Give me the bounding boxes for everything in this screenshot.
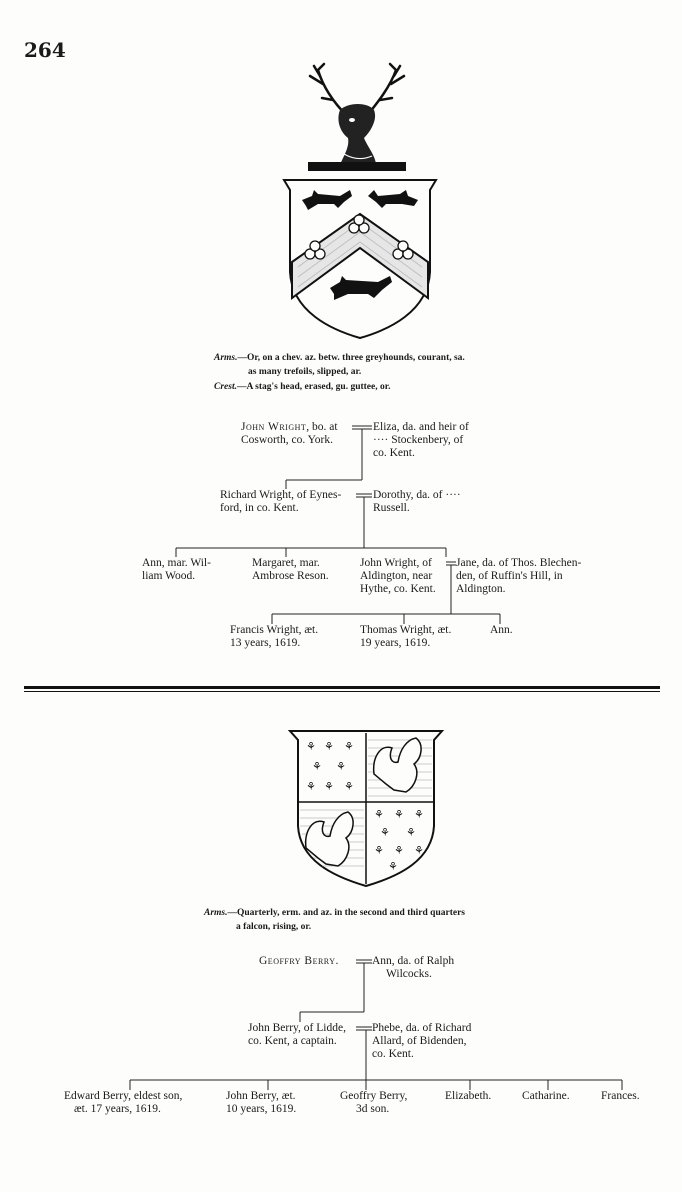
berry-arms-caption: Arms.—Quarterly, erm. and az. in the second and third quarters	[204, 908, 465, 918]
berry-arms-caption-cont: a falcon, rising, or.	[236, 922, 312, 932]
svg-text:⚘: ⚘	[380, 826, 390, 839]
section-divider-thick	[24, 686, 660, 689]
svg-text:⚘: ⚘	[306, 740, 316, 753]
phebe-entry-l2: Allard, of Bidenden,	[372, 1035, 467, 1047]
john-wright-entry: John Wright, bo. at	[241, 421, 338, 433]
svg-text:⚘: ⚘	[344, 780, 354, 793]
dorothy-entry-l2: Russell.	[373, 502, 410, 514]
john2-wright-entry-l2: Aldington, near	[360, 570, 433, 582]
phebe-entry-l3: co. Kent.	[372, 1048, 414, 1060]
edward-berry-entry-l2: æt. 17 years, 1619.	[74, 1103, 161, 1115]
margaret-entry-l2: Ambrose Reson.	[252, 570, 329, 582]
svg-text:⚘: ⚘	[324, 740, 334, 753]
john2-wright-entry-l3: Hythe, co. Kent.	[360, 583, 436, 595]
ann-wright-entry-l1: Ann, mar. Wil-	[142, 557, 211, 569]
section-divider-thin	[24, 691, 660, 692]
ann2-wright-entry: Ann.	[490, 624, 513, 636]
elizabeth-berry-entry: Elizabeth.	[445, 1090, 492, 1102]
jane-entry-l1: Jane, da. of Thos. Blechen-	[456, 557, 582, 569]
richard-wright-entry-l1: Richard Wright, of Eynes-	[220, 489, 342, 501]
frances-berry-entry: Frances.	[601, 1090, 640, 1102]
geoffry-berry-entry: Geoffry Berry.	[259, 955, 339, 967]
francis-wright-entry-l2: 13 years, 1619.	[230, 637, 301, 649]
svg-text:⚘: ⚘	[414, 844, 424, 857]
richard-wright-entry-l2: ford, in co. Kent.	[220, 502, 299, 514]
wright-arms-caption: Arms.—Or, on a chev. az. betw. three greyhounds, courant, sa.	[214, 353, 465, 363]
geoffry2-berry-entry-l2: 3d son.	[356, 1103, 390, 1115]
svg-text:⚘: ⚘	[306, 780, 316, 793]
dorothy-entry-l1: Dorothy, da. of ····	[373, 489, 461, 501]
page-number: 264	[24, 38, 66, 62]
eliza-entry-l1: Eliza, da. and heir of	[373, 421, 469, 433]
ann-berry-entry-l1: Ann, da. of Ralph	[372, 955, 455, 967]
svg-text:⚘: ⚘	[324, 780, 334, 793]
ann-wright-entry-l2: liam Wood.	[142, 570, 196, 582]
svg-text:⚘: ⚘	[374, 808, 384, 821]
margaret-entry-l1: Margaret, mar.	[252, 557, 320, 569]
john-berry-entry-l1: John Berry, of Lidde,	[248, 1022, 346, 1034]
berry-coat-of-arms	[288, 728, 444, 888]
svg-text:⚘: ⚘	[336, 760, 346, 773]
eliza-entry-l3: co. Kent.	[373, 447, 415, 459]
wright-coat-of-arms	[278, 62, 444, 342]
jane-entry-l3: Aldington.	[456, 583, 506, 595]
geoffry2-berry-entry-l1: Geoffry Berry,	[340, 1090, 408, 1102]
john2-wright-entry-l1: John Wright, of	[360, 557, 432, 569]
francis-wright-entry-l1: Francis Wright, æt.	[230, 624, 319, 636]
ann-berry-entry-l2: Wilcocks.	[386, 968, 432, 980]
svg-text:⚘: ⚘	[414, 808, 424, 821]
john-berry-entry-l2: co. Kent, a captain.	[248, 1035, 337, 1047]
svg-text:⚘: ⚘	[344, 740, 354, 753]
wright-crest-caption: Crest.—A stag's head, erased, gu. guttee, or.	[214, 382, 391, 392]
svg-text:⚘: ⚘	[394, 808, 404, 821]
svg-text:⚘: ⚘	[388, 860, 398, 873]
svg-text:⚘: ⚘	[374, 844, 384, 857]
edward-berry-entry-l1: Edward Berry, eldest son,	[64, 1090, 183, 1102]
svg-text:⚘: ⚘	[394, 844, 404, 857]
john-wright-entry-l2: Cosworth, co. York.	[241, 434, 334, 446]
catharine-berry-entry: Catharine.	[522, 1090, 570, 1102]
eliza-entry-l2: ···· Stockenbery, of	[373, 434, 464, 446]
john2-berry-entry-l1: John Berry, æt.	[226, 1090, 296, 1102]
jane-entry-l2: den, of Ruffin's Hill, in	[456, 570, 563, 582]
john2-berry-entry-l2: 10 years, 1619.	[226, 1103, 297, 1115]
svg-text:⚘: ⚘	[406, 826, 416, 839]
svg-text:⚘: ⚘	[312, 760, 322, 773]
wright-arms-caption-cont: as many trefoils, slipped, ar.	[248, 367, 362, 377]
phebe-entry-l1: Phebe, da. of Richard	[372, 1022, 472, 1034]
thomas-wright-entry-l2: 19 years, 1619.	[360, 637, 431, 649]
thomas-wright-entry-l1: Thomas Wright, æt.	[360, 624, 452, 636]
